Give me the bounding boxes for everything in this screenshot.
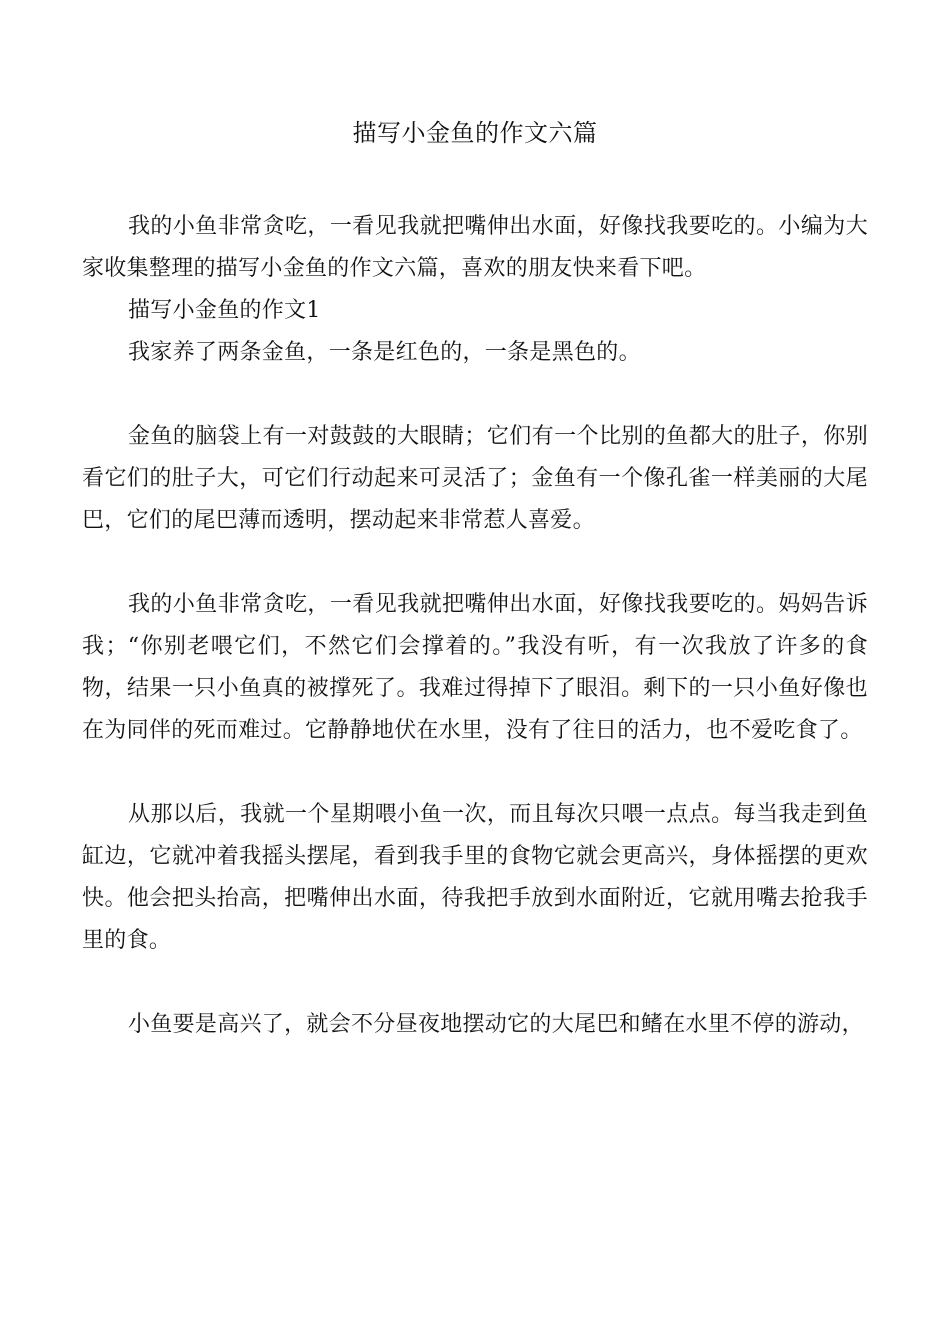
body-paragraph-1: 我家养了两条金鱼，一条是红色的，一条是黑色的。 [128,340,641,365]
document-body [82,206,868,1046]
body-paragraph-3: 我的小鱼非常贪吃，一看见我就把嘴伸出水面，好像找我要吃的。妈妈告诉我；“你别老喂它们，不然它们会撑着的。”我没有听，有一次我放了许多的食物，结果一只小鱼真的被撑死了。我难过得掉下了眼泪。剩下的一只小鱼好像也在为同伴的死而难过。它静静地伏在水里，没有了往日的活力，也不爱吃食了。 [82,592,868,743]
body-paragraph-4: 从那以后，我就一个星期喂小鱼一次，而且每次只喂一点点。每当我走到鱼缸边，它就冲着我摇头摆尾，看到我手里的食物它就会更高兴，身体摇摆的更欢快。他会把头抬高，把嘴伸出水面，待我把手放到水面附近，它就用嘴去抢我手里的食。 [82,802,868,953]
section-heading: 描写小金鱼的作文1 [128,298,321,323]
body-paragraph-2: 金鱼的脑袋上有一对鼓鼓的大眼睛；它们有一个比别的鱼都大的肚子，你别看它们的肚子大，可它们行动起来可灵活了；金鱼有一个像孔雀一样美丽的大尾巴，它们的尾巴薄而透明，摆动起来非常惹人喜爱。 [82,424,868,533]
document-title: 描写小金鱼的作文六篇 [352,119,598,147]
body-paragraph-5: 小鱼要是高兴了，就会不分昼夜地摆动它的大尾巴和鳍在水里不停的游动， [128,1012,864,1037]
intro-paragraph: 我的小鱼非常贪吃，一看见我就把嘴伸出水面，好像找我要吃的。小编为大家收集整理的描写小金鱼的作文六篇，喜欢的朋友快来看下吧。 [82,214,868,281]
